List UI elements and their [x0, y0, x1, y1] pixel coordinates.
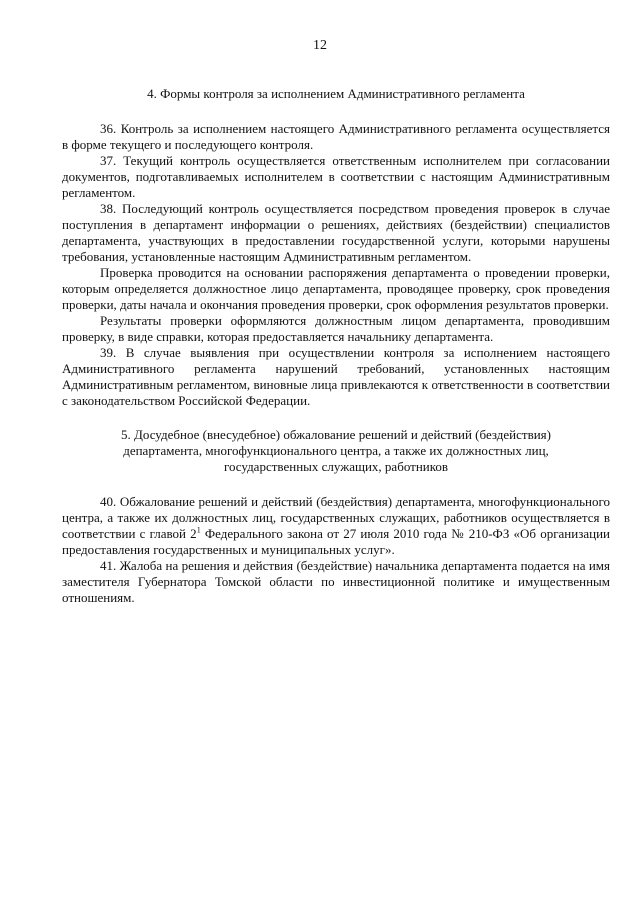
paragraph-38: 38. Последующий контроль осуществляется посредством проведения проверок в случае поступления в департамент информации о решениях, действиях (бездействии) специалистов департамента, участвующих в предоставлении государственной услуги, которыми нарушены требования, установленные настоящим Административным регламентом.: [62, 201, 610, 264]
superscript-1: 1: [196, 525, 201, 535]
paragraph-39: 39. В случае выявления при осуществлении контроля за исполнением настоящего Административного регламента нарушений требований, установленных настоящим Административным регламентом, виновные лица привлекаются к ответственности в соответствии с законодательством Российской Федерации.: [62, 345, 610, 408]
paragraph-36: 36. Контроль за исполнением настоящего Административного регламента осуществляется в форме текущего и последующего контроля.: [62, 121, 610, 152]
paragraph-37: 37. Текущий контроль осуществляется ответственным исполнителем при согласовании документов, подготавливаемых исполнителем в соответствии с настоящим Административным регламентом.: [62, 153, 610, 200]
paragraph-inspection: Проверка проводится на основании распоряжения департамента о проведении проверки, которым определяется должностное лицо департамента, проводящее проверку, срок проведения проверки, даты начала и окончания проведения проверки, срок оформления результатов проверки.: [62, 265, 610, 312]
section-5-heading: 5. Досудебное (внесудебное) обжалование решений и действий (бездействия) департамента, многофункционального центра, а также их должностных лиц, государственных служащих, работников: [121, 427, 551, 474]
section-4-heading: 4. Формы контроля за исполнением Административного регламента: [147, 86, 525, 101]
paragraph-40-text-end: Федерального закона от 27 июля 2010 года № 210-ФЗ «Об организации предоставления государственных и муниципальных услуг».: [62, 526, 610, 557]
paragraph-40: [62, 494, 610, 558]
document-body: [62, 86, 610, 606]
paragraph-41: 41. Жалоба на решения и действия (бездействие) начальника департамента подается на имя заместителя Губернатора Томской области по инвестиционной политике и имущественным отношениям.: [62, 558, 610, 605]
page-number: 12: [313, 38, 327, 53]
paragraph-40-text: 40. Обжалование решений и действий (бездействия) департамента, многофункционального центра, а также их должностных лиц, государственных служащих, работников осуществляется в соответствии с главой 2: [62, 494, 610, 541]
paragraph-inspection-results: Результаты проверки оформляются должностным лицом департамента, проводившим проверку, в виде справки, которая предоставляется начальнику департамента.: [62, 313, 610, 344]
